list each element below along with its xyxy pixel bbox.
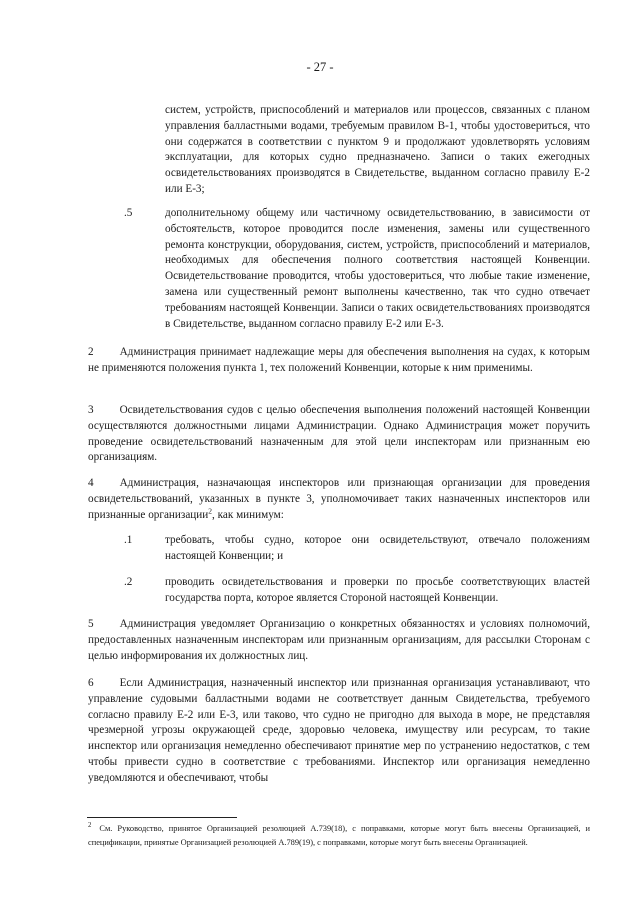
paragraph-2 [88,345,590,377]
item-5-number: .5 [124,207,133,219]
footnote-text: См. Руководство, принятое Организацией резолюцией A.739(18), с поправками, которые могут быть внесены Организацией, и спецификации, принятые Организацией резолюцией A.789(19), с поправками, которые могут быть внесены Организацией. [88,824,590,847]
paragraph-4 [88,476,590,523]
item-5-text: дополнительному общему или частичному освидетельствованию, в зависимости от обстоятельств, которое проводится после изменения, замены или существенного ремонта конструкции, оборудования, систем, устройств, приспособлений и материалов, необходимых для обеспечения полного соответствия настоящей Конвенции. Освидетельствование проводится, чтобы удостовериться, что любые такие изменение, замена или существенный ремонт выполнены качественно, так что судно отвечает требованиям настоящей Конвенции. Записи о таких освидетельствованиях производятся в Свидетельстве, выданном согласно правилу E-2 или E-3. [165,207,590,330]
footnote [88,822,590,849]
paragraph-3 [88,403,590,466]
paragraph-6-number: 6 [88,677,94,689]
paragraph-6 [88,676,590,787]
paragraph-6-text: Если Администрация, назначенный инспектор или признанная организация устанавливают, что управление судовыми балластными водами не соответствует данным Свидетельства, требуемого согласно правилу E-2 или E-3, или таково, что судно не пригодно для выхода в море, не представляя чрезмерной угрозы окружающей среде, здоровью человека, имуществу или ресурсам, то такие инспектор или организация немедленно обеспечивают принятие мер по устранению недостатков, с тем чтобы привести судно в соответствие с требованиями. Инспектор или организация немедленно уведомляются и обеспечивают, чтобы [88,677,590,784]
subitem-2-text: проводить освидетельствования и проверки по просьбе соответствующих властей государства порта, которое является Стороной настоящей Конвенции. [165,576,590,604]
paragraph-4-text-end: , как минимум: [212,508,284,521]
subitem-1-number: .1 [124,534,133,546]
paragraph-3-text: Освидетельствования судов с целью обеспечения выполнения положений настоящей Конвенции осуществляются должностными лицами Администрации. Однако Администрация может поручить проведение освидетельствований назначенным для этой цели инспекторам или признанным ею организациям. [88,404,590,464]
paragraph-5-text: Администрация уведомляет Организацию о конкретных обязанностях и условиях полномочий, предоставленных назначенным инспекторам или признанным организациям, для рассылки Сторонам с целью информирования их должностных лиц. [88,618,590,662]
page-number: - 27 - [306,60,334,74]
paragraph-4-number: 4 [88,477,94,489]
footnote-mark: 2 [88,822,92,830]
paragraph-2-text: Администрация принимает надлежащие меры для обеспечения выполнения на судах, к которым не применяются положения пункта 1, тех положений Конвенции, которые к ним применимы. [88,346,590,374]
paragraph-3-number: 3 [88,404,94,416]
paragraph-4-text: Администрация, назначающая инспекторов или признающая организации для проведения освидетельствований, указанных в пункте 3, уполномочивает таких назначенных инспекторов или признанные организации [88,477,590,521]
footnote-divider [87,817,237,818]
continued-item-text: систем, устройств, приспособлений и материалов или процессов, связанных с планом управления балластными водами, требуемым правилом B-1, чтобы удостовериться, что они содержатся в соответствии с пунктом 9 и продолжают удовлетворять условиям эксплуатации, для которых судно предназначено. Записи о таких ежегодных освидетельствованиях производятся в Свидетельстве, выданном согласно правилу E-2 или E-3; [165,104,590,195]
subitem-1-text: требовать, чтобы судно, которое они освидетельствуют, отвечало положениям настоящей Конвенции; и [165,534,590,562]
footnote-reference[interactable]: 2 [208,505,213,515]
paragraph-2-number: 2 [88,346,94,358]
paragraph-5 [88,617,590,664]
paragraph-5-number: 5 [88,618,94,630]
subitem-2-number: .2 [124,576,133,588]
